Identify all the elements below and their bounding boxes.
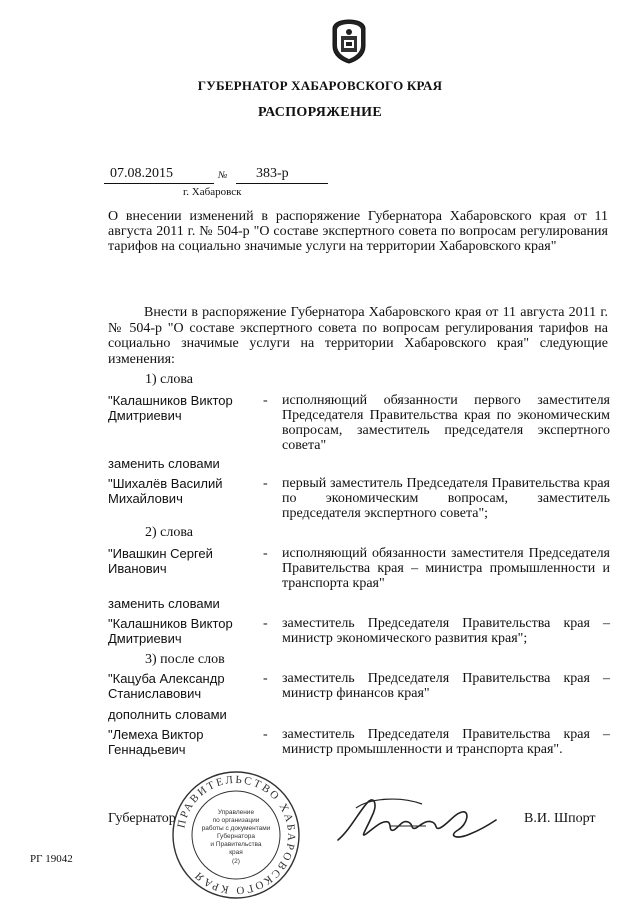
stamp-line-3: работы с документами — [201, 825, 271, 832]
stamp-line-7: (2) — [232, 858, 240, 865]
change-2-new-dash: - — [263, 616, 268, 631]
change-3-new-name: "Лемеха Виктор Геннадьевич — [108, 727, 204, 757]
change-2-old-desc: исполняющий обязанности заместителя Председателя Правительства края – министра промышленности и транспорта края" — [282, 546, 610, 591]
change-1-new-name: "Шихалёв Василий Михайлович — [108, 476, 223, 506]
document-type: РАСПОРЯЖЕНИЕ — [258, 105, 382, 120]
change-1-old-desc: исполняющий обязанности первого заместителя Председателя Правительства края по экономическим вопросам, заместитель председателя экспертного совета" — [282, 393, 610, 453]
change-1-dash: - — [263, 393, 268, 408]
document-date: 07.08.2015 — [110, 166, 173, 181]
handwritten-signature — [330, 790, 500, 852]
date-underline — [104, 183, 214, 184]
change-3-label: 3) после слов — [145, 652, 225, 667]
change-3-old-desc: заместитель Председателя Правительства края – министр финансов края" — [282, 671, 610, 701]
change-1-old-name: "Калашников Виктор Дмитриевич — [108, 393, 233, 423]
change-2-new-desc: заместитель Председателя Правительства края – министр экономического развития края"; — [282, 616, 610, 646]
change-2-old-name: "Ивашкин Сергей Иванович — [108, 546, 213, 576]
change-1-new-dash: - — [263, 476, 268, 491]
change-2-new-name: "Калашников Виктор Дмитриевич — [108, 616, 233, 646]
change-2-dash: - — [263, 546, 268, 561]
change-3-dash: - — [263, 671, 268, 686]
change-3-old-name: "Кацуба Александр Станиславович — [108, 671, 225, 701]
stamp-line-4: Губернатора — [216, 833, 256, 840]
authority-title: ГУБЕРНАТОР ХАБАРОВСКОГО КРАЯ — [197, 78, 443, 93]
change-1-label: 1) слова — [145, 372, 194, 387]
registration-code: РГ 19042 — [30, 853, 73, 865]
stamp-ring-text: ПРАВИТЕЛЬСТВО ХАБАРОВСКОГО КРАЯ — [175, 773, 298, 897]
signatory-name: В.И. Шпорт — [524, 811, 596, 826]
document-subject: О внесении изменений в распоряжение Губернатора Хабаровского края от 11 августа 2011 г. № 504-р "О составе экспертного совета по вопросам регулирования тарифов на социально значимые услуги на территории Хабаровского края" — [108, 209, 608, 254]
city: г. Хабаровск — [183, 186, 242, 198]
change-3-new-dash: - — [263, 727, 268, 742]
change-3-new-desc: заместитель Председателя Правительства края – министр промышленности и транспорта края". — [282, 727, 610, 757]
change-2-replace-label: заменить словами — [108, 596, 220, 611]
change-1-replace-label: заменить словами — [108, 456, 220, 471]
stamp-line-6: края — [229, 849, 243, 856]
stamp-line-5: и Правительства — [210, 841, 262, 848]
official-stamp — [170, 770, 302, 900]
coat-of-arms-icon — [330, 18, 368, 64]
stamp-line-2: по организации — [212, 817, 260, 824]
intro-paragraph: Внести в распоряжение Губернатора Хабаровского края от 11 августа 2011 г. № 504-р "О составе экспертного совета по вопросам регулирования тарифов на социально значимые услуги на территории Хабаровского края" следующие изменения: — [108, 305, 608, 367]
change-1-new-desc: первый заместитель Председателя Правительства края по экономическим вопросам, заместитель председателя экспертного совета"; — [282, 476, 610, 521]
change-3-add-label: дополнить словами — [108, 707, 227, 722]
stamp-line-1: Управление — [217, 809, 255, 816]
number-sign: № — [218, 170, 228, 181]
document-number: 383-р — [256, 166, 289, 181]
number-underline — [236, 183, 328, 184]
signatory-title: Губернатор — [108, 811, 176, 826]
change-2-label: 2) слова — [145, 525, 194, 540]
